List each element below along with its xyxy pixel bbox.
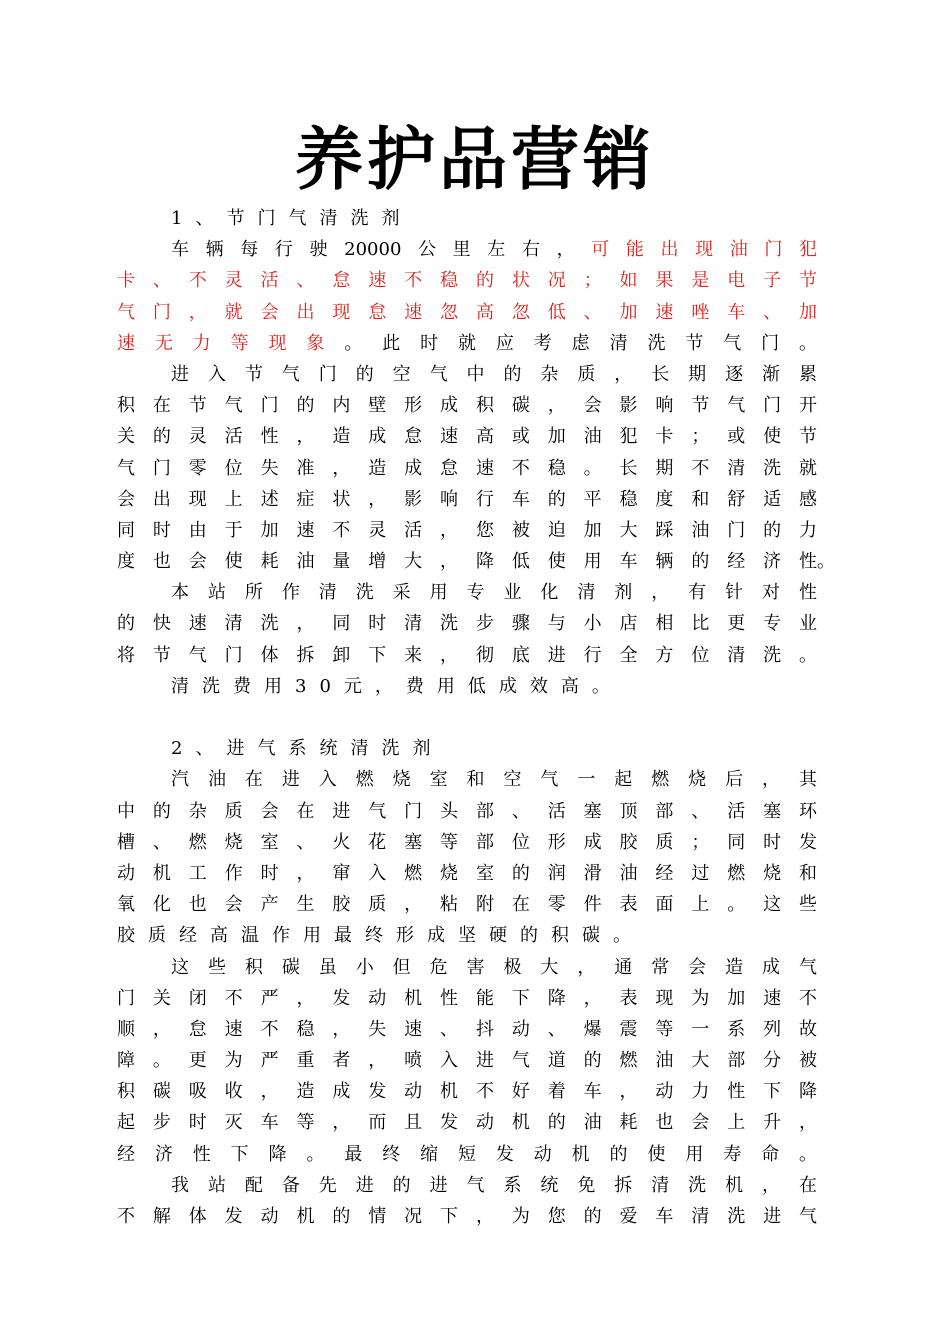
paragraph-line: 卡、不灵活、怠速不稳的状况；如果是电子节 [117, 270, 817, 292]
document-title: 养护品营销 [294, 120, 655, 200]
paragraph-line: 不解体发动机的情况下，为您的爱车清洗进气 [117, 1206, 817, 1227]
paragraph-line: 的快速清洗，同时清洗步骤与小店相比更专业 [117, 613, 817, 635]
paragraph-line: 我站配备先进的进气系统免拆清洗机，在 [171, 1174, 817, 1196]
paragraph-line: 汽油在进入燃烧室和空气一起燃烧后，其 [171, 769, 817, 791]
paragraph-line: 起步时灭车等，而且发动机的油耗也会上升， [117, 1112, 817, 1134]
paragraph-line: 积碳吸收，造成发动机不好着车，动力性下降 [117, 1081, 817, 1103]
paragraph-line: 将节气门体拆卸下来，彻底进行全方位清洗。 [117, 644, 817, 666]
paragraph-line: 清洗费用30元，费用低成效高。 [171, 675, 623, 697]
blank-line [117, 702, 837, 733]
paragraph-line: 动机工作时，窜入燃烧室的润滑油经过燃烧和 [117, 862, 817, 884]
paragraph-line: 这些积碳虽小但危害极大，通常会造成气 [171, 956, 817, 978]
paragraph-line: 经济性下降。最终缩短发动机的使用寿命。 [117, 1143, 817, 1165]
paragraph-line: 积在节气门的内壁形成积碳，会影响节气门开 [117, 395, 817, 417]
paragraph-line: 关的灵活性，造成怠速高或加油犯卡；或使节 [117, 426, 817, 448]
paragraph-line: 速无力等现象。此时就应考虑清洗节气门。 [117, 332, 818, 354]
paragraph-line: 进入节气门的空气中的杂质，长期逐渐累 [171, 363, 817, 385]
paragraph-line: 同时由于加速不灵活，您被迫加大踩油门的力 [117, 519, 817, 541]
paragraph-line: 气门零位失准，造成怠速不稳。长期不清洗就 [117, 457, 817, 479]
paragraph-line: 会出现上述症状，影响行车的平稳度和舒适感 [117, 488, 817, 510]
paragraph-line: 车辆每行驶20000公里左右，可能出现油门犯 [171, 239, 818, 261]
paragraph-line: 氧化也会产生胶质，粘附在零件表面上。这些 [117, 894, 817, 916]
paragraph-line: 胶质经高温作用最终形成坚硬的积碳。 [117, 925, 644, 947]
document-body [117, 203, 837, 1232]
paragraph-line: 中的杂质会在进气门头部、活塞顶部、活塞环 [117, 800, 817, 822]
paragraph-line: 障。更为严重者，喷入进气道的燃油大部分被 [117, 1050, 817, 1072]
section-heading: 1、节门气清洗剂 [171, 208, 413, 229]
paragraph-line: 槽、燃烧室、火花塞等部位形成胶质；同时发 [117, 831, 817, 853]
paragraph-line: 门关闭不严，发动机性能下降，表现为加速不 [117, 987, 817, 1009]
section-heading: 2、进气系统清洗剂 [171, 738, 444, 760]
paragraph-line: 本站所作清洗采用专业化清剂，有针对性 [171, 582, 817, 604]
paragraph-line: 气门，就会出现怠速忽高忽低、加速唑车、加 [117, 301, 817, 323]
paragraph-line: 顺，怠速不稳，失速、抖动、爆震等一系列故 [117, 1018, 817, 1040]
paragraph-line: 度也会使耗油量增大，降低使用车辆的经济性 。 [117, 551, 835, 573]
